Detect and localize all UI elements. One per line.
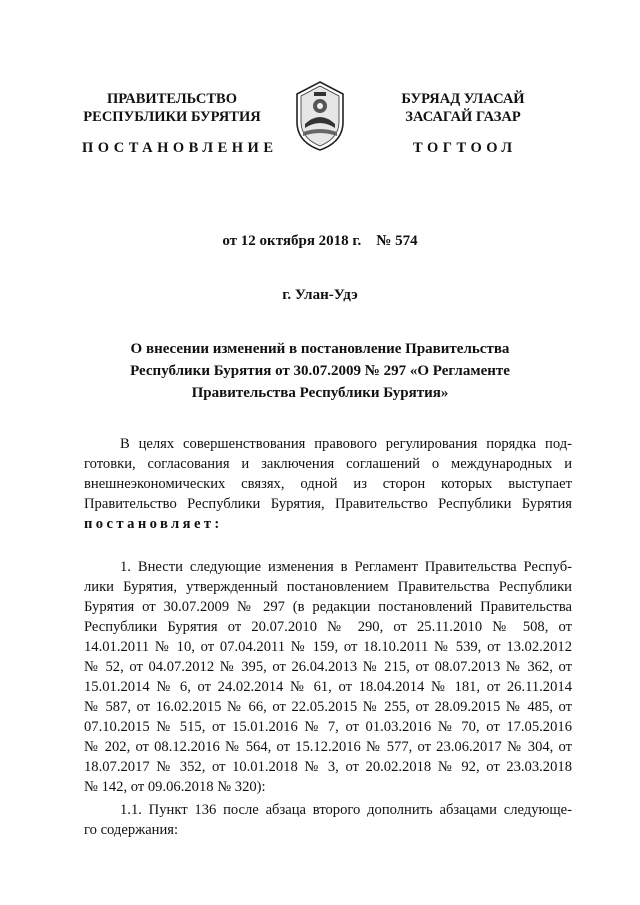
text-line: № 202, от 08.12.2016 № 564, от 15.12.2016 № 577, от 23.06.2017 № 304, от	[84, 739, 572, 755]
text-line: В целях совершенствования правового регулирования порядка под-	[120, 436, 572, 452]
text-line: Бурятия от 30.07.2009 № 297 (в редакции постановлений Правительства	[84, 599, 572, 615]
document-type-buryat: ТОГТООЛ	[413, 140, 517, 156]
text-line: го содержания:	[84, 822, 179, 838]
issuer-name-russian	[62, 90, 282, 126]
text-line: Республики Бурятия от 20.07.2010 № 290, от 25.11.2010 № 508, от	[84, 619, 572, 635]
text-line: № 587, от 16.02.2015 № 66, от 22.05.2015 № 255, от 28.09.2015 № 485, от	[84, 699, 572, 715]
text-line: № 142, от 09.06.2018 № 320):	[84, 779, 266, 795]
city: г. Улан-Удэ	[282, 287, 358, 303]
text-line: 07.10.2015 № 515, от 15.01.2016 № 7, от 01.03.2016 № 70, от 17.05.2016	[84, 719, 572, 735]
text-line: 1. Внести следующие изменения в Регламент Правительства Респуб-	[120, 559, 572, 575]
title-line: Правительства Республики Бурятия»	[191, 385, 449, 401]
text-line: 1.1. Пункт 136 после абзаца второго дополнить абзацами следующе-	[120, 802, 572, 818]
issuer-line: РЕСПУБЛИКИ БУРЯТИЯ	[83, 109, 261, 125]
text-line: 15.01.2014 № 6, от 24.02.2014 № 61, от 18.04.2014 № 181, от 26.11.2014	[84, 679, 572, 695]
preamble-paragraph	[84, 434, 572, 534]
title-line: О внесении изменений в постановление Правительства	[130, 341, 510, 357]
title-line: Республики Бурятия от 30.07.2009 № 297 «О Регламенте	[130, 363, 510, 379]
item-1-paragraph	[84, 557, 572, 797]
issuer-name-buryat	[353, 90, 573, 126]
issuer-line: ЗАСАГАЙ ГАЗАР	[405, 109, 521, 125]
item-1-1-paragraph	[84, 800, 572, 840]
resolves-word: постановляет:	[84, 516, 223, 532]
text-line: готовки, согласования и заключения соглашений о международных и	[84, 456, 572, 472]
coat-of-arms-emblem	[293, 80, 347, 152]
document-title	[80, 338, 560, 404]
text-line: 14.01.2011 № 10, от 07.04.2011 № 159, от 18.10.2011 № 539, от 13.02.2012	[84, 639, 572, 655]
issuer-line: БУРЯАД УЛАСАЙ	[401, 91, 525, 107]
text-line: Правительство Республики Бурятия, Правительство Республики Бурятия	[84, 496, 572, 512]
document-type-russian: ПОСТАНОВЛЕНИЕ	[82, 140, 278, 156]
text-line: 18.07.2017 № 352, от 10.01.2018 № 3, от 20.02.2018 № 92, от 23.03.2018	[84, 759, 572, 775]
text-line: лики Бурятия, утвержденный постановлением Правительства Республики	[84, 579, 572, 595]
issuer-line: ПРАВИТЕЛЬСТВО	[107, 91, 237, 107]
text-line: № 52, от 04.07.2012 № 395, от 26.04.2013 № 215, от 08.07.2013 № 362, от	[84, 659, 572, 675]
date-and-number: от 12 октября 2018 г. № 574	[222, 233, 418, 249]
text-line: внешнеэкономических связях, одной из сторон которых выступает	[84, 476, 572, 492]
